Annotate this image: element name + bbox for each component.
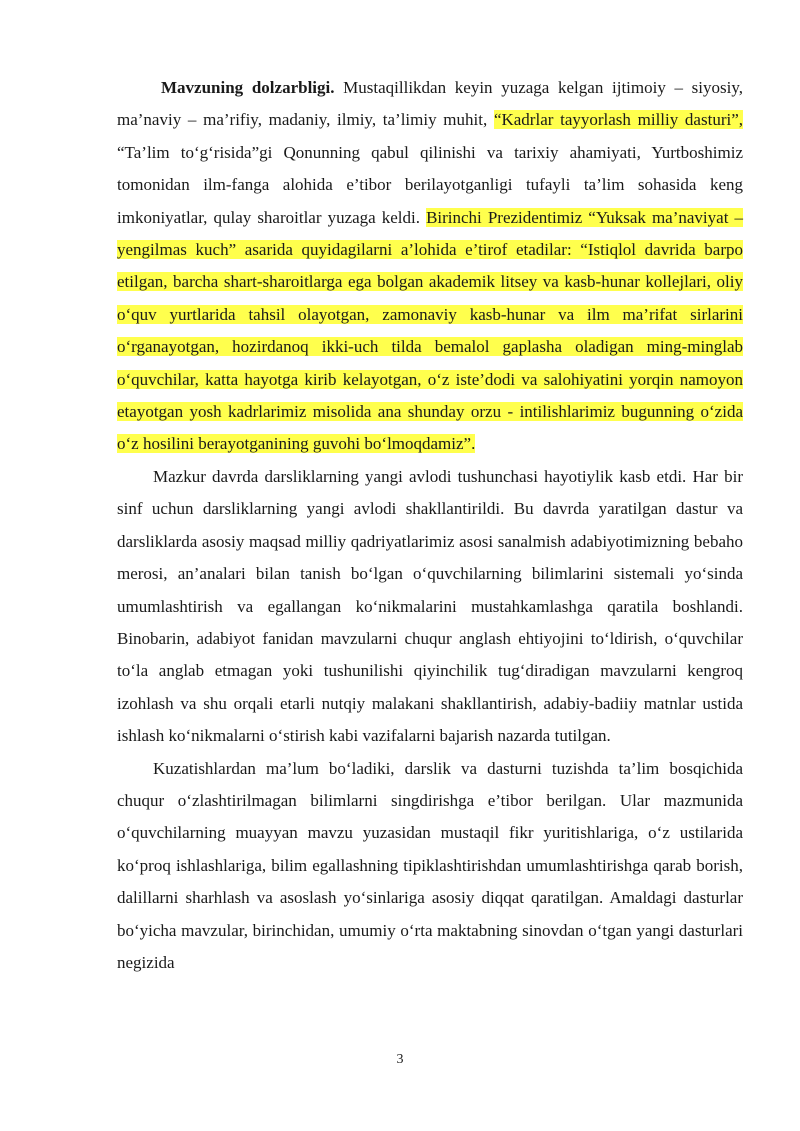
paragraph-textbooks: Mazkur davrda darsliklarning yangi avlodi tushunchasi hayotiylik kasb etdi. Har bir sinf uchun darsliklarning yangi avlodi shakllantirildi. Bu davrda yaratilgan dastur va darsliklarda asosiy maqsad milliy qadriyatlarimiz asosi sanalmish adabiyotimizning bebaho merosi, an’analari bilan tanish bo‘lgan o‘quvchilarning bilimlarini sistemali yo‘sinda umumlashtirish va egallangan ko‘nikmalarini mustahkamlashga qaratila boshlandi. Binobarin, adabiyot fanidan mavzularni chuqur anglash ehtiyojini to‘ldirish, o‘quvchilar to‘la anglab etmagan yoki tushunilishi qiyinchilik tug‘diradigan mavzularni kengroq izohlash va shu orqali etarli nutqiy malakani shakllantirish, adabiy-badiiy matnlar ustida ishlash ko‘nikmalarni o‘stirish kabi vazifalarni bajarish nazarda tutilgan. xyxy=(117,466,743,746)
paragraph-observations: Kuzatishlardan ma’lum bo‘ladiki, darslik va dasturni tuzishda ta’lim bosqichida chuqur o‘zlashtirilmagan bilimlarni singdirishga e’tibor berilgan. Ular mazmunida o‘quvchilarning muayyan mavzu yuzasidan mustaqil fikr yuritishlariga, o‘z ustilarida ko‘proq ishlashlariga, bilim egallashning tipiklashtirishdan umumlashtirishga qarab borish, dalillarni sharhlash va asoslash yo‘sinlariga asosiy diqqat qaratilgan. Amaldagi dasturlar bo‘yicha mavzular, birinchidan, umumiy o‘rta maktabning sinovdan o‘tgan yangi dasturlari negizida xyxy=(117,758,743,972)
highlighted-text: “Kadrlar tayyorlash milliy dasturi”, xyxy=(493,110,743,130)
paragraph-text: Mustaqillikdan keyin yuzaga kelgan ijtimoiy – siyosiy, ma’naviy – ma’rifiy, madaniy, ilmiy, ta’limiy muhit, xyxy=(117,78,743,130)
document-body xyxy=(117,72,743,979)
page-number: 3 xyxy=(396,1052,404,1067)
paragraph-relevance xyxy=(117,72,743,461)
highlighted-quote: Birinchi Prezidentimiz “Yuksak ma’naviyat – yengilmas kuch” asarida quyidagilarni a’lohida e’tirof etadilar: “Istiqlol davrida barpo etilgan, barcha shart-sharoitlarga ega bolgan akademik litsey va kasb-hunar kollejlari, oliy o‘quv yurtlarida tahsil olayotgan, zamonaviy kasb-hunar va ilm ma’rifat sirlarini o‘rganayotgan, hozirdanoq ikki-uch tilda bemalol gaplasha oladigan ming-minglab o‘quvchilar, katta hayotga kirib kelayotgan, o‘z iste’dodi va salohiyatini yorqin namoyon etayotgan yosh kadrlarimiz misolida ana shunday orzu - intilishlarimiz bugunning o‘zida o‘z hosilini berayotganining guvohi bo‘lmoqdamiz”. xyxy=(117,207,743,454)
section-heading: Mavzuning dolzarbligi. xyxy=(161,78,335,97)
paragraph-text: “Ta’lim to‘g‘risida”gi Qonunning qabul qilinishi va tarixiy ahamiyati, Yurtboshimiz tomonidan ilm-fanga alohida e’tibor berilayotganligi tufayli ta’lim sohasida keng imkoniyatlar, qulay sharoitlar yuzaga keldi. xyxy=(117,142,743,227)
